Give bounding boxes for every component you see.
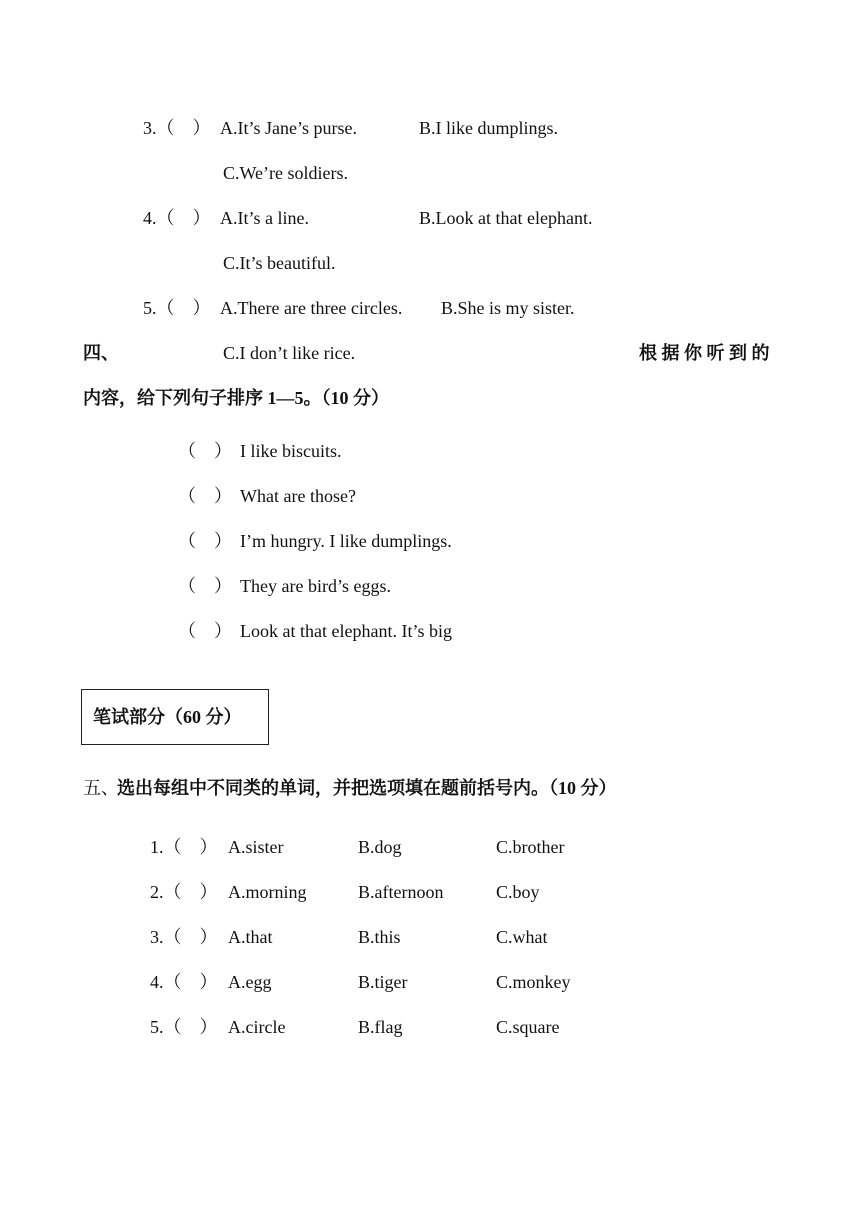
written-part-label: 笔试部分（60 分） [93,707,242,727]
option-a: A.There are three circles. [220,298,403,318]
question-number: 2.（ ） [150,882,218,902]
question-number: 5.（ ） [143,298,211,318]
option-c: C.what [496,927,548,947]
option-a: A.sister [228,837,284,857]
option-a: A.morning [228,882,307,902]
option-c: C.I don’t like rice. [223,343,356,363]
option-a: A.egg [228,972,272,992]
question-number: 4.（ ） [143,208,211,228]
sentence-text: What are those? [240,486,356,506]
option-c: C.square [496,1017,560,1037]
option-a: A.circle [228,1017,286,1037]
section-4-heading: 内容，给下列句子排序 1—5。（10 分） [83,388,389,408]
section-4-number: 四、 [83,343,119,363]
option-c: C.brother [496,837,565,857]
option-b: B.She is my sister. [441,298,575,318]
option-c: C.monkey [496,972,571,992]
section-5-heading: 选出每组中不同类的单词，并把选项填在题前括号内。（10 分） [117,778,617,798]
sentence-text: I’m hungry. I like dumplings. [240,531,452,551]
option-c: C.We’re soldiers. [223,163,349,183]
section-5-number: 五、 [83,778,119,798]
question-number: 3.（ ） [150,927,218,947]
answer-blank: （ ） [178,621,232,641]
sentence-text: They are bird’s eggs. [240,576,391,596]
question-number: 3.（ ） [143,118,211,138]
option-b: B.this [358,927,401,947]
answer-blank: （ ） [178,576,232,596]
option-a: A.It’s a line. [220,208,309,228]
section-4-heading-right: 根 据 你 听 到 的 [639,343,770,363]
option-b: B.dog [358,837,402,857]
option-c: C.boy [496,882,540,902]
option-a: A.that [228,927,273,947]
option-b: B.tiger [358,972,408,992]
question-number: 4.（ ） [150,972,218,992]
question-number: 5.（ ） [150,1017,218,1037]
written-part-box [81,689,269,745]
option-b: B.Look at that elephant. [419,208,593,228]
answer-blank: （ ） [178,531,232,551]
sentence-text: Look at that elephant. It’s big [240,621,452,641]
option-b: B.afternoon [358,882,444,902]
answer-blank: （ ） [178,441,232,461]
question-number: 1.（ ） [150,837,218,857]
option-c: C.It’s beautiful. [223,253,336,273]
sentence-text: I like biscuits. [240,441,342,461]
option-b: B.flag [358,1017,403,1037]
answer-blank: （ ） [178,486,232,506]
option-b: B.I like dumplings. [419,118,558,138]
option-a: A.It’s Jane’s purse. [220,118,357,138]
